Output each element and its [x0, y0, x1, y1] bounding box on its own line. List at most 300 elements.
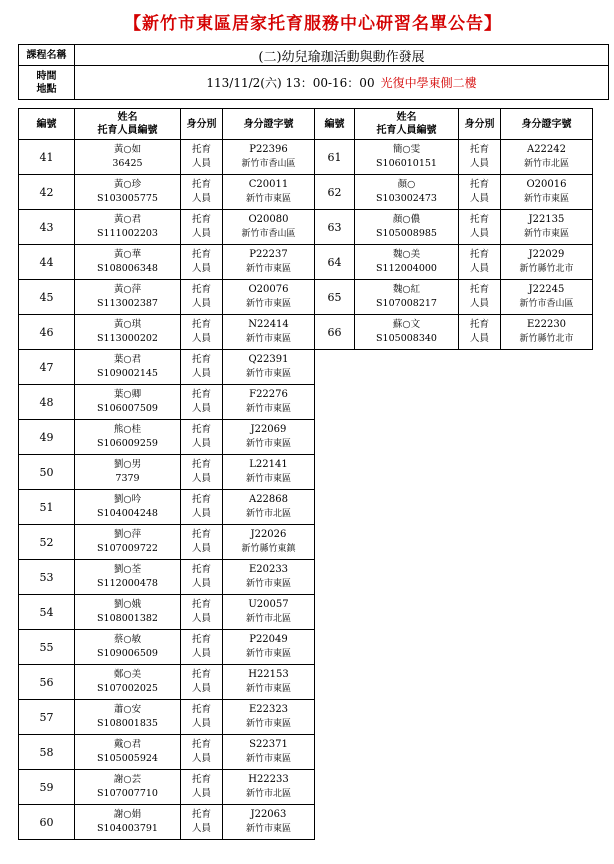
- entry-id-cell: [223, 735, 315, 770]
- id-number: J22063: [250, 809, 287, 820]
- table-row: [19, 140, 593, 175]
- header-id: 身分證字號: [223, 109, 315, 140]
- empty-cell: [315, 490, 355, 525]
- empty-cell: [459, 595, 501, 630]
- entry-id-cell: [223, 700, 315, 735]
- empty-cell: [459, 525, 501, 560]
- entry-name-cell: [75, 350, 181, 385]
- entry-id-cell: [223, 140, 315, 175]
- district: 新竹市北區: [245, 614, 291, 624]
- caregiver-code: S109006509: [97, 648, 158, 659]
- caregiver-code: S113000202: [97, 333, 158, 344]
- person-name: 黃○珍: [113, 179, 142, 190]
- entry-role-cell: [181, 315, 223, 350]
- id-number: O20080: [248, 214, 289, 225]
- entry-number: 66: [315, 315, 355, 350]
- caregiver-code: S105008985: [376, 228, 437, 239]
- course-name: (二)幼兒瑜珈活動與動作發展: [75, 45, 609, 66]
- entry-id-cell: [501, 315, 593, 350]
- caregiver-code: S113002387: [97, 298, 158, 309]
- entry-role-cell: [181, 420, 223, 455]
- entry-number: 52: [19, 525, 75, 560]
- id-number: U20057: [248, 599, 289, 610]
- id-number: E20233: [248, 564, 289, 575]
- empty-cell: [501, 735, 593, 770]
- entry-id-cell: [223, 175, 315, 210]
- role-line2: 人員: [191, 403, 211, 414]
- entry-role-cell: [181, 210, 223, 245]
- role-line2: 人員: [191, 718, 211, 729]
- caregiver-code: S104004248: [97, 508, 158, 519]
- entry-number: 57: [19, 700, 75, 735]
- entry-name-cell: [75, 490, 181, 525]
- empty-cell: [355, 350, 459, 385]
- role-line2: 人員: [191, 823, 211, 834]
- id-number: L22141: [249, 459, 288, 470]
- entry-number: 56: [19, 665, 75, 700]
- district: 新竹市東區: [245, 474, 291, 484]
- person-name: 蔡○敏: [113, 634, 142, 645]
- table-row: [19, 315, 593, 350]
- role-line1: 托育: [191, 354, 211, 365]
- entry-name-cell: [75, 245, 181, 280]
- entry-number: 62: [315, 175, 355, 210]
- role-line1: 托育: [191, 389, 211, 400]
- empty-cell: [315, 560, 355, 595]
- entry-name-cell: [75, 385, 181, 420]
- role-line2: 人員: [191, 228, 211, 239]
- role-line2: 人員: [191, 508, 211, 519]
- empty-cell: [315, 385, 355, 420]
- role-line1: 托育: [191, 319, 211, 330]
- district: 新竹市東區: [245, 264, 291, 274]
- entry-number: 51: [19, 490, 75, 525]
- district: 新竹市香山區: [241, 229, 296, 239]
- empty-cell: [501, 350, 593, 385]
- table-row: [19, 280, 593, 315]
- id-number: F22276: [249, 389, 288, 400]
- entry-number: 50: [19, 455, 75, 490]
- id-number: J22069: [250, 424, 287, 435]
- entry-role-cell: [181, 525, 223, 560]
- role-line1: 托育: [191, 599, 211, 610]
- person-name: 顏○: [397, 179, 416, 190]
- role-line2: 人員: [469, 298, 489, 309]
- entry-id-cell: [223, 280, 315, 315]
- person-name: 劉○荃: [113, 564, 142, 575]
- empty-cell: [355, 665, 459, 700]
- header-name-right: [355, 109, 459, 140]
- entry-role-cell: [181, 490, 223, 525]
- id-number: O20076: [248, 284, 289, 295]
- role-line2: 人員: [469, 158, 489, 169]
- empty-cell: [501, 490, 593, 525]
- entry-number: 55: [19, 630, 75, 665]
- entry-role-cell: [181, 560, 223, 595]
- header-name-line2-right: 托育人員編號: [376, 125, 437, 136]
- district: 新竹市香山區: [241, 159, 296, 169]
- person-name: 劉○男: [113, 459, 142, 470]
- id-number: Q22391: [248, 354, 289, 365]
- entry-name-cell: [355, 280, 459, 315]
- role-line1: 托育: [191, 459, 211, 470]
- empty-cell: [501, 525, 593, 560]
- person-name: 謝○芸: [113, 774, 142, 785]
- role-line1: 托育: [191, 424, 211, 435]
- entry-id-cell: [223, 420, 315, 455]
- location: 光復中學東側二樓: [380, 76, 477, 90]
- empty-cell: [315, 455, 355, 490]
- entry-name-cell: [75, 420, 181, 455]
- district: 新竹市東區: [245, 369, 291, 379]
- role-line1: 托育: [469, 179, 489, 190]
- entry-id-cell: [501, 175, 593, 210]
- caregiver-code: S107002025: [97, 683, 158, 694]
- empty-cell: [501, 805, 593, 840]
- entry-id-cell: [501, 280, 593, 315]
- role-line1: 托育: [191, 564, 211, 575]
- entry-role-cell: [459, 140, 501, 175]
- role-line1: 托育: [191, 809, 211, 820]
- entry-role-cell: [181, 385, 223, 420]
- role-line2: 人員: [191, 648, 211, 659]
- caregiver-code: S105005924: [97, 753, 158, 764]
- caregiver-code: S112000478: [97, 578, 158, 589]
- person-name: 劉○娥: [113, 599, 142, 610]
- entry-role-cell: [181, 245, 223, 280]
- caregiver-code: S108001835: [97, 718, 158, 729]
- role-line2: 人員: [191, 368, 211, 379]
- entry-role-cell: [181, 280, 223, 315]
- entry-id-cell: [223, 525, 315, 560]
- caregiver-code: 7379: [115, 473, 140, 484]
- header-id-right: 身分證字號: [501, 109, 593, 140]
- table-row: [19, 735, 593, 770]
- empty-cell: [355, 455, 459, 490]
- role-line2: 人員: [191, 438, 211, 449]
- district: 新竹市東區: [245, 579, 291, 589]
- entry-id-cell: [223, 245, 315, 280]
- entry-id-cell: [223, 455, 315, 490]
- person-name: 蕭○安: [113, 704, 142, 715]
- person-name: 黃○華: [113, 249, 142, 260]
- empty-cell: [459, 770, 501, 805]
- role-line2: 人員: [191, 788, 211, 799]
- entry-role-cell: [459, 315, 501, 350]
- entry-number: 58: [19, 735, 75, 770]
- empty-cell: [501, 770, 593, 805]
- id-number: P22237: [249, 249, 288, 260]
- header-name-line1: 姓名: [117, 112, 138, 123]
- id-number: N22414: [248, 319, 289, 330]
- entry-name-cell: [75, 770, 181, 805]
- entry-number: 48: [19, 385, 75, 420]
- entry-id-cell: [223, 210, 315, 245]
- table-row: [19, 210, 593, 245]
- empty-cell: [501, 700, 593, 735]
- id-number: J22026: [250, 529, 287, 540]
- empty-cell: [355, 770, 459, 805]
- person-name: 劉○萍: [113, 529, 142, 540]
- table-row: [19, 420, 593, 455]
- entry-role-cell: [181, 665, 223, 700]
- entry-name-cell: [75, 735, 181, 770]
- district: 新竹市香山區: [519, 299, 574, 309]
- role-line1: 托育: [191, 704, 211, 715]
- entry-name-cell: [355, 175, 459, 210]
- district: 新竹市東區: [245, 684, 291, 694]
- role-line1: 托育: [191, 669, 211, 680]
- caregiver-code: S106010151: [376, 158, 437, 169]
- caregiver-code: S104003791: [97, 823, 158, 834]
- entry-role-cell: [181, 700, 223, 735]
- entry-number: 43: [19, 210, 75, 245]
- district: 新竹市東區: [245, 334, 291, 344]
- empty-cell: [459, 630, 501, 665]
- entry-id-cell: [223, 630, 315, 665]
- role-line1: 托育: [469, 284, 489, 295]
- entry-role-cell: [181, 350, 223, 385]
- datetime: 113/11/2(六) 13：00-16：00: [206, 76, 375, 90]
- empty-cell: [355, 385, 459, 420]
- entry-role-cell: [459, 210, 501, 245]
- entry-role-cell: [181, 455, 223, 490]
- id-number: J22135: [528, 214, 565, 225]
- header-role-right: 身分別: [459, 109, 501, 140]
- entry-number: 42: [19, 175, 75, 210]
- empty-cell: [355, 735, 459, 770]
- role-line2: 人員: [191, 263, 211, 274]
- entry-name-cell: [75, 630, 181, 665]
- empty-cell: [315, 805, 355, 840]
- entry-number: 44: [19, 245, 75, 280]
- entry-name-cell: [75, 175, 181, 210]
- person-name: 謝○娟: [113, 809, 142, 820]
- course-label: 課程名稱: [19, 45, 75, 66]
- person-name: 熊○桂: [113, 424, 142, 435]
- person-name: 蘇○文: [392, 319, 421, 330]
- id-number: H22233: [248, 774, 289, 785]
- caregiver-code: S106009259: [97, 438, 158, 449]
- id-number: C20011: [248, 179, 289, 190]
- entry-role-cell: [181, 140, 223, 175]
- role-line2: 人員: [191, 298, 211, 309]
- id-number: P22049: [249, 634, 288, 645]
- entry-id-cell: [223, 805, 315, 840]
- entry-id-cell: [223, 350, 315, 385]
- district: 新竹市東區: [245, 404, 291, 414]
- entry-number: 45: [19, 280, 75, 315]
- entry-number: 41: [19, 140, 75, 175]
- empty-cell: [355, 420, 459, 455]
- table-row: [19, 175, 593, 210]
- district: 新竹市北區: [245, 509, 291, 519]
- district: 新竹市東區: [245, 824, 291, 834]
- entry-role-cell: [459, 175, 501, 210]
- empty-cell: [315, 630, 355, 665]
- entry-number: 63: [315, 210, 355, 245]
- empty-cell: [501, 665, 593, 700]
- caregiver-code: S109002145: [97, 368, 158, 379]
- empty-cell: [459, 420, 501, 455]
- district: 新竹市東區: [245, 754, 291, 764]
- caregiver-code: S112004000: [376, 263, 437, 274]
- id-number: E22230: [526, 319, 567, 330]
- empty-cell: [459, 665, 501, 700]
- person-name: 鄭○美: [113, 669, 142, 680]
- role-line2: 人員: [191, 543, 211, 554]
- table-row: [19, 455, 593, 490]
- entry-id-cell: [223, 315, 315, 350]
- empty-cell: [355, 805, 459, 840]
- empty-cell: [501, 455, 593, 490]
- district: 新竹縣竹東鎮: [241, 544, 296, 554]
- empty-cell: [501, 595, 593, 630]
- time-label: 時間: [36, 70, 57, 82]
- district: 新竹市北區: [245, 789, 291, 799]
- header-no: 編號: [19, 109, 75, 140]
- district: 新竹縣竹北市: [519, 334, 574, 344]
- person-name: 葉○君: [113, 354, 142, 365]
- entry-id-cell: [223, 770, 315, 805]
- table-row: [19, 490, 593, 525]
- id-number: S22371: [249, 739, 288, 750]
- empty-cell: [315, 665, 355, 700]
- district: 新竹市東區: [245, 194, 291, 204]
- empty-cell: [459, 700, 501, 735]
- entry-number: 65: [315, 280, 355, 315]
- role-line1: 托育: [191, 284, 211, 295]
- role-line2: 人員: [191, 753, 211, 764]
- entry-number: 59: [19, 770, 75, 805]
- empty-cell: [501, 560, 593, 595]
- course-info-table: [18, 44, 609, 100]
- district: 新竹市東區: [245, 649, 291, 659]
- entry-role-cell: [181, 735, 223, 770]
- caregiver-code: S107009722: [97, 543, 158, 554]
- roster-table: [18, 108, 593, 840]
- empty-cell: [501, 420, 593, 455]
- entry-name-cell: [75, 595, 181, 630]
- entry-id-cell: [501, 140, 593, 175]
- entry-name-cell: [75, 665, 181, 700]
- id-number: H22153: [248, 669, 289, 680]
- person-name: 魏○紅: [392, 284, 421, 295]
- district: 新竹市東區: [245, 719, 291, 729]
- entry-role-cell: [181, 630, 223, 665]
- entry-number: 64: [315, 245, 355, 280]
- empty-cell: [355, 560, 459, 595]
- empty-cell: [315, 350, 355, 385]
- entry-role-cell: [459, 280, 501, 315]
- entry-name-cell: [75, 315, 181, 350]
- caregiver-code: S105008340: [376, 333, 437, 344]
- entry-name-cell: [75, 805, 181, 840]
- district: 新竹市東區: [245, 439, 291, 449]
- entry-name-cell: [75, 455, 181, 490]
- person-name: 劉○吟: [113, 494, 142, 505]
- role-line2: 人員: [191, 158, 211, 169]
- table-row: [19, 385, 593, 420]
- role-line1: 托育: [191, 249, 211, 260]
- empty-cell: [355, 595, 459, 630]
- role-line2: 人員: [469, 193, 489, 204]
- header-no-right: 編號: [315, 109, 355, 140]
- entry-number: 61: [315, 140, 355, 175]
- table-row: [19, 805, 593, 840]
- role-line1: 托育: [469, 249, 489, 260]
- entry-name-cell: [75, 210, 181, 245]
- table-row: [19, 560, 593, 595]
- entry-id-cell: [223, 665, 315, 700]
- entry-role-cell: [459, 245, 501, 280]
- entry-role-cell: [181, 805, 223, 840]
- table-row: [19, 525, 593, 560]
- entry-number: 54: [19, 595, 75, 630]
- empty-cell: [459, 735, 501, 770]
- person-name: 黃○如: [113, 144, 142, 155]
- empty-cell: [501, 385, 593, 420]
- entry-name-cell: [75, 525, 181, 560]
- empty-cell: [459, 385, 501, 420]
- empty-cell: [315, 525, 355, 560]
- header-name-line2: 托育人員編號: [97, 125, 158, 136]
- entry-number: 47: [19, 350, 75, 385]
- role-line2: 人員: [191, 683, 211, 694]
- role-line1: 托育: [191, 144, 211, 155]
- time-place-value: [75, 66, 609, 100]
- header-row: [19, 109, 593, 140]
- caregiver-code: S111002203: [97, 228, 158, 239]
- empty-cell: [355, 700, 459, 735]
- role-line1: 托育: [469, 214, 489, 225]
- empty-cell: [355, 630, 459, 665]
- district: 新竹市東區: [523, 194, 569, 204]
- entry-name-cell: [355, 210, 459, 245]
- entry-role-cell: [181, 770, 223, 805]
- person-name: 葉○卿: [113, 389, 142, 400]
- person-name: 黃○君: [113, 214, 142, 225]
- role-line2: 人員: [469, 333, 489, 344]
- caregiver-code: S108001382: [97, 613, 158, 624]
- person-name: 簡○雯: [392, 144, 421, 155]
- caregiver-code: S103002473: [376, 193, 437, 204]
- header-name: [75, 109, 181, 140]
- caregiver-code: S103005775: [97, 193, 158, 204]
- caregiver-code: 36425: [112, 158, 143, 169]
- entry-role-cell: [181, 595, 223, 630]
- table-row: [19, 595, 593, 630]
- role-line1: 托育: [191, 529, 211, 540]
- header-role: 身分別: [181, 109, 223, 140]
- person-name: 魏○美: [392, 249, 421, 260]
- entry-id-cell: [501, 245, 593, 280]
- caregiver-code: S108006348: [97, 263, 158, 274]
- entry-name-cell: [75, 140, 181, 175]
- id-number: A22868: [248, 494, 289, 505]
- empty-cell: [459, 490, 501, 525]
- role-line1: 托育: [191, 739, 211, 750]
- entry-number: 49: [19, 420, 75, 455]
- empty-cell: [459, 805, 501, 840]
- entry-name-cell: [75, 700, 181, 735]
- table-row: [19, 630, 593, 665]
- empty-cell: [315, 735, 355, 770]
- entry-name-cell: [355, 245, 459, 280]
- id-number: J22245: [528, 284, 565, 295]
- empty-cell: [355, 490, 459, 525]
- entry-name-cell: [355, 140, 459, 175]
